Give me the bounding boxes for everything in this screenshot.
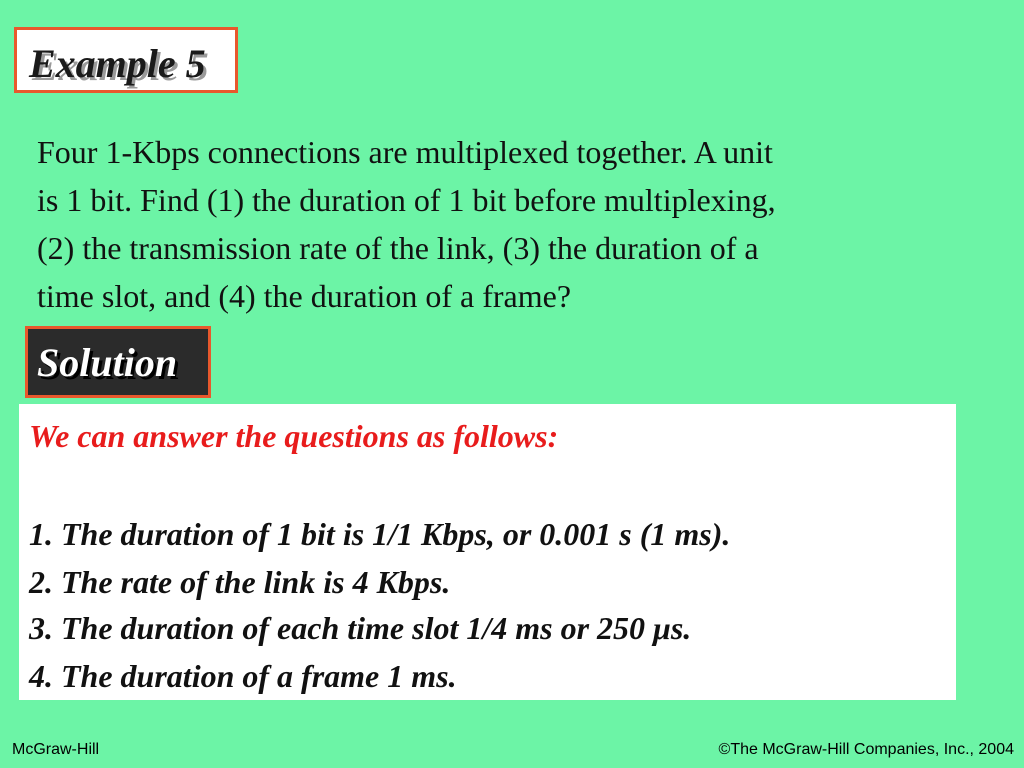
- problem-line: Four 1-Kbps connections are multiplexed together. A unit: [37, 134, 773, 170]
- answer-line: 1. The duration of 1 bit is 1/1 Kbps, or 0.001 s (1 ms).: [29, 516, 731, 552]
- problem-line: (2) the transmission rate of the link, (3) the duration of a: [37, 230, 759, 266]
- problem-line: time slot, and (4) the duration of a frame?: [37, 278, 572, 314]
- slide-title: Example 5: [29, 41, 206, 86]
- footer-publisher: McGraw-Hill: [12, 741, 100, 758]
- answer-box: [19, 404, 956, 700]
- answer-line: 4. The duration of a frame 1 ms.: [29, 658, 457, 694]
- answer-line: 3. The duration of each time slot 1/4 ms or 250 μs.: [29, 610, 692, 646]
- solution-box: [25, 326, 211, 398]
- problem-statement: [37, 128, 977, 320]
- answer-line: 2. The rate of the link is 4 Kbps.: [29, 564, 451, 600]
- solution-label: Solution: [37, 340, 178, 385]
- title-box: [14, 27, 238, 93]
- problem-line: is 1 bit. Find (1) the duration of 1 bit before multiplexing,: [37, 182, 776, 218]
- footer-copyright: ©The McGraw-Hill Companies, Inc., 2004: [718, 741, 1014, 758]
- answer-intro: We can answer the questions as follows:: [29, 418, 559, 454]
